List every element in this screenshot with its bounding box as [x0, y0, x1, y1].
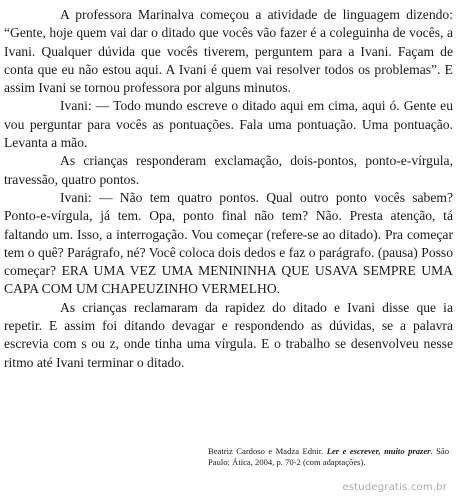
source-citation [208, 446, 449, 468]
paragraph-3: As crianças responderam exclamação, dois-pontos, ponto-e-vírgula, travessão, quatro pontos. [4, 153, 453, 187]
text-body [4, 6, 453, 372]
watermark: estudegratis.com.br [342, 482, 447, 493]
citation-title: Ler e escrever, muito prazer [326, 446, 431, 456]
paragraph-2: Ivani: — Todo mundo escreve o ditado aqui em cima, aqui ó. Gente eu vou perguntar para vocês as pontuações. Fala uma pontuação. Uma pontuação. Levanta a mão. [4, 98, 453, 151]
citation-details: . São Paulo: Ática, 2004, p. 70-2 (com adaptações). [208, 446, 450, 467]
paragraph-5: As crianças reclamaram da rapidez do ditado e Ivani disse que ia repetir. E assim foi ditando devagar e respondendo as dúvidas, se a palavra escrevia com s ou z, onde tinha uma vírgula. E o trabalho se desenvolveu nesse ritmo até Ivani terminar o ditado. [4, 299, 453, 370]
paragraph-4: Ivani: — Não tem quatro pontos. Qual outro ponto vocês sabem? Ponto-e-vírgula, já tem. Opa, ponto final não tem? Não. Presta atenção, tá faltando um. Isso, a interrogação. Vou começar (refere-se ao ditado). Pra começar tem o quê? Parágrafo, né? Você coloca dois dedos e faz o parágrafo. (pausa) Posso começar? ERA UMA VEZ UMA MENININHA QUE USAVA SEMPRE UMA CAPA COM UM CHAPEUZINHO VERMELHO. [4, 189, 453, 297]
citation-authors: Beatriz Cardoso e Madza Ednir. [208, 446, 324, 456]
paragraph-1: A professora Marinalva começou a atividade de linguagem dizendo: “Gente, hoje quem vai dar o ditado que vocês vão fazer é a coleguinha de vocês, a Ivani. Qualquer dúvida que vocês tiverem, perguntem para a Ivani. Façam de conta que eu não estou aqui. A Ivani é quem vai resolver todos os problemas”. E assim Ivani se tornou professora por alguns minutos. [4, 7, 453, 96]
